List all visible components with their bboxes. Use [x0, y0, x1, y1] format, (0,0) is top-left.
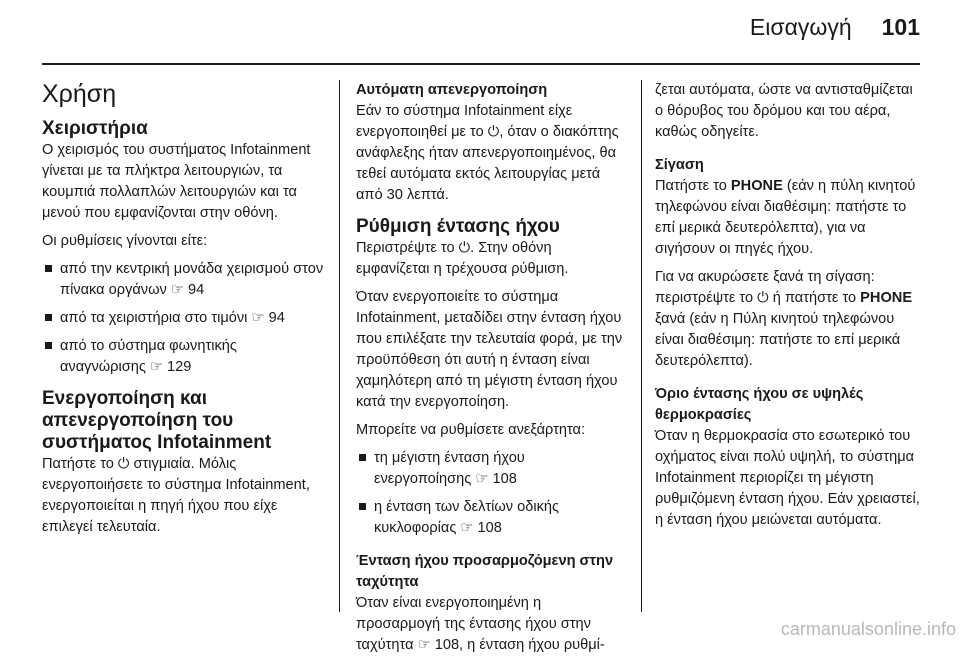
unmute-paragraph [655, 267, 923, 372]
settings-paragraph: Οι ρυθμίσεις γίνονται είτε: [42, 233, 208, 249]
list-item: τη μέγιστη ένταση ήχου ενεργοποίησης ☞ 108 [356, 448, 626, 490]
phone-key-label: PHONE [860, 290, 913, 306]
controls-heading: Χειριστήρια [42, 118, 148, 139]
unmute-text-pre: Για να ακυρώσετε ξανά τη σίγαση: περιστρέψτε το ⏻ ή πατήστε το [655, 269, 875, 306]
volume-list [356, 448, 626, 539]
list-item: από το σύστημα φωνητικής αναγνώρισης ☞ 129 [42, 336, 324, 378]
column-divider-1 [339, 80, 340, 612]
auto-off-heading: Αυτόματη απενεργοποίηση [356, 82, 548, 98]
speed-volume-paragraph: Όταν είναι ενεργοποιημένη η προσαρμογή της έντασης ήχου στην ταχύτητα ☞ 108, η ένταση ήχου ρυθμί- [356, 595, 605, 653]
separately-paragraph: Μπορείτε να ρυθμίσετε ανεξάρτητα: [356, 422, 586, 438]
column-divider-2 [641, 80, 642, 612]
temperature-limit-heading: Όριο έντασης ήχου σε υψηλές θερμοκρασίες [655, 386, 864, 423]
unmute-text-post: ξανά (εάν η Πύλη κινητού τηλεφώνου είναι διαθέσιμη: πατήστε το επί μερικά δευτερόλεπτα). [655, 311, 901, 369]
switch-on-off-heading: Ενεργοποίηση και απενεργοποίηση του συστήματος Infotainment [42, 388, 272, 453]
settings-list [42, 259, 324, 378]
column-3 [655, 80, 923, 628]
column-1 [42, 80, 324, 628]
list-item: από την κεντρική μονάδα χειρισμού στον πίνακα οργάνων ☞ 94 [42, 259, 324, 301]
auto-off-paragraph: Εάν το σύστημα Infotainment είχε ενεργοποιηθεί με το ⏻, όταν ο διακόπτης ανάφλεξης ήταν απενεργοποιημένος, θα τεθεί αυτόματα εκτός λειτουργίας μετά από 30 λεπτά. [356, 103, 619, 203]
volume-paragraph: Περιστρέψτε το ⏻. Στην οθόνη εμφανίζεται η τρέχουσα ρύθμιση. [356, 240, 569, 277]
column-2 [356, 80, 626, 653]
page-number: 101 [881, 14, 920, 40]
chapter-title: Χρήση [42, 80, 117, 108]
page-header [750, 14, 920, 41]
phone-key-label: PHONE [730, 178, 783, 194]
temperature-limit-paragraph: Όταν η θερμοκρασία στο εσωτερικό του οχήματος είναι πολύ υψηλή, το σύστημα Infotainment περιορίζει τη μέγιστη ρυθμιζόμενη ένταση ήχου. Εάν χρειαστεί, η ένταση ήχου μειώνεται αυτόματα. [655, 428, 920, 528]
header-section-title: Εισαγωγή [749, 14, 852, 40]
watermark: carmanualsonline.info [780, 619, 956, 639]
mute-paragraph [655, 176, 923, 260]
header-rule [42, 63, 920, 65]
speed-volume-continuation: ζεται αυτόματα, ώστε να αντισταθμίζεται ο θόρυβος του δρόμου και του αέρα, καθώς οδηγείτε. [655, 82, 913, 140]
switch-on-off-paragraph: Πατήστε το ⏻ στιγμιαία. Μόλις ενεργοποιήσετε το σύστημα Infotainment, ενεργοποιείται η πηγή ήχου που είχε επιλεγεί τελευταία. [42, 456, 310, 535]
mute-text-post: (εάν η πύλη κινητού τηλεφώνου είναι διαθέσιμη: πατήστε το επί μερικά δευτερόλεπτα), για να σιγήσουν οι πηγές ήχου. [655, 178, 916, 257]
list-item: από τα χειριστήρια στο τιμόνι ☞ 94 [42, 308, 324, 329]
volume-paragraph-2: Όταν ενεργοποιείτε το σύστημα Infotainment, μεταδίδει στην ένταση ήχου που επιλέξατε την τελευταία φορά, με την προϋπόθεση ότι αυτή η ένταση είναι χαμηλότερη από τη μέγιστη ένταση ήχου κατά την ενεργοποίηση. [356, 289, 623, 410]
mute-heading: Σίγαση [655, 157, 704, 173]
controls-paragraph: Ο χειρισμός του συστήματος Infotainment γίνεται με τα πλήκτρα λειτουργιών, τα κουμπιά πολλαπλών λειτουργιών και τα μενού που εμφανίζονται στην οθόνη. [42, 142, 311, 221]
mute-text-pre: Πατήστε το [655, 178, 731, 194]
list-item: η ένταση των δελτίων οδικής κυκλοφορίας ☞ 108 [356, 497, 626, 539]
volume-heading: Ρύθμιση έντασης ήχου [356, 216, 560, 237]
speed-volume-heading: Ένταση ήχου προσαρμοζόμενη στην ταχύτητα [356, 553, 614, 590]
